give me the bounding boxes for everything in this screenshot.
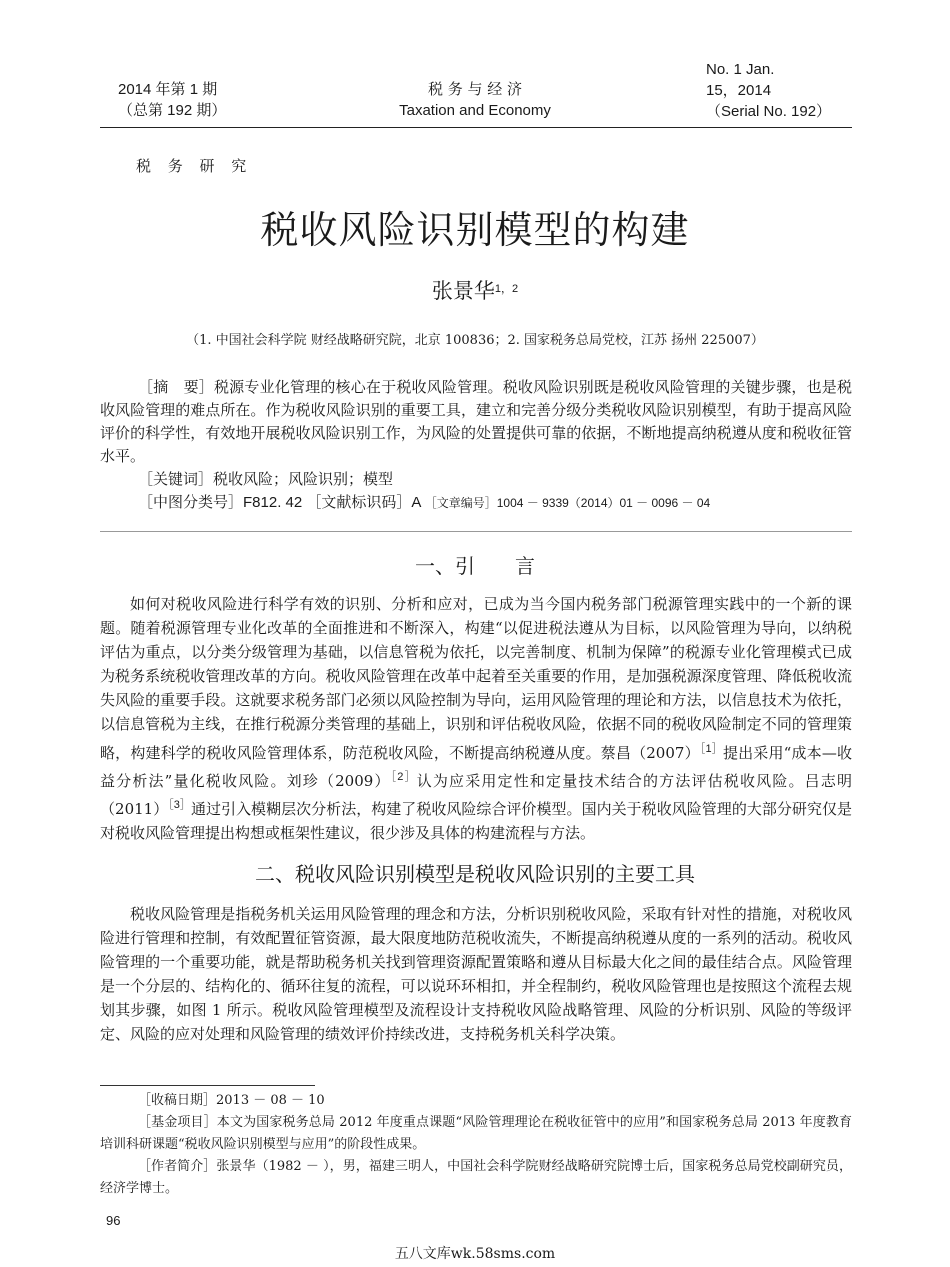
abstract-divider — [100, 531, 852, 532]
column-label: 税 务 研 究 — [136, 157, 253, 175]
section-heading-introduction: 一、引 言 — [415, 554, 535, 578]
article-number: ［文章编号］1004 － 9339（2014）01 － 0096 － 04 — [424, 496, 711, 510]
classification-line — [100, 491, 852, 515]
reference-mark: ［1］ — [699, 742, 723, 755]
author-line — [0, 275, 950, 305]
abstract-text: ［摘 要］税源专业化管理的核心在于税收风险管理。税收风险识别既是税收风险管理的关键步骤，也是税收风险管理的难点所在。作为税收风险识别的重要工具，建立和完善分级分类税收风险识别模型，有助于提高风险评价的科学性，有效地开展税收风险识别工作，为风险的处置提供可靠的依据，不断地提高纳税遵从度和税收征管水平。 — [100, 378, 852, 465]
paragraph-text: 通过引入模糊层次分析法，构建了税收风险综合评价模型。国内关于税收风险管理的大部分研究仅是对税收风险管理提出构想或框架性建议，很少涉及具体的构建流程与方法。 — [100, 799, 852, 842]
section-heading-model-tool: 二、税收风险识别模型是税收风险识别的主要工具 — [255, 862, 695, 886]
journal-name — [390, 79, 560, 121]
paragraph-text: 如何对税收风险进行科学有效的识别、分析和应对，已成为当今国内税务部门税源管理实践中的一个新的课题。随着税源管理专业化改革的全面推进和不断深入，构建“以促进税法遵从为目标，以风险管理为导向，以纳税评估为重点，以分类分级管理为基础，以信息管税为依托，以完善制度、机制为保障”的税源专业化管理模式已成为税务系统税收管理改革的方向。税收风险管理在改革中起着至关重要的作用，是加强税源深度管理、降低税收流失风险的重要手段。这就要求税务部门必须以风险控制为导向，运用风险管理的理论和方法，以信息技术为依托，以信息管税为主线，在推行税源分类管理的基础上，识别和评估税收风险，依据不同的税收风险制定不同的管理策略，构建科学的税收风险管理体系，防范税收风险，不断提高纳税遵从度。蔡昌（2007） — [100, 595, 852, 762]
journal-name-cn: 税 务 与 经 济 — [427, 80, 523, 98]
footnote-received-date: ［收稿日期］2013 － 08 － 10 — [138, 1093, 325, 1108]
reference-mark: ［3］ — [168, 798, 191, 811]
footnote-fund: ［基金项目］本文为国家税务总局 2012 年度重点课题“风险管理理论在税收征管中的应用”和国家税务总局 2013 年度教育培训科研课题“税收风险识别模型与应用”的阶段性成果。 — [100, 1115, 852, 1152]
journal-issue — [118, 79, 226, 121]
header-divider — [100, 127, 852, 128]
author-affiliation-marks: 1，2 — [494, 283, 519, 295]
reference-mark: ［2］ — [390, 770, 417, 783]
abstract-block — [100, 376, 852, 515]
journal-name-en: Taxation and Economy — [399, 102, 551, 119]
watermark: 五八文库wk.58sms.com — [394, 1246, 556, 1262]
paragraph-text: 认为应采用定性和定量技术结合的方法评估税收风险。吕志明（2011） — [100, 771, 852, 818]
issue-date-en: 15，2014 — [706, 82, 772, 99]
section-paragraph-model-tool: 税收风险管理是指税务机关运用风险管理的理念和方法，分析识别税收风险，采取有针对性的措施，对税收风险进行管理和控制，有效配置征管资源，最大限度地防范税收流失，不断提高纳税遵从度的一系列的活动。税收风险管理的一个重要功能，就是帮助税务机关找到管理资源配置策略和遵从目标最大化之间的最佳结合点。风险管理是一个分层的、结构化的、循环往复的流程，可以说环环相扣，并全程制约，税收风险管理也是按照这个流程去规划其步骤，如图 1 所示。税收风险管理模型及流程设计支持税收风险战略管理、风险的分析识别、风险的等级评定、风险的应对处理和风险管理的绩效评价持续改进，支持税务机关科学决策。 — [100, 905, 852, 1044]
footnote-author-bio: ［作者简介］张景华（1982 － ），男，福建三明人，中国社会科学院财经战略研究院博士后，国家税务总局党校副研究员，经济学博士。 — [100, 1159, 852, 1196]
issue-total: （总第 192 期） — [118, 102, 227, 119]
section-paragraph-introduction — [100, 592, 852, 845]
issue-serial-en: （Serial No. 192） — [706, 103, 832, 120]
issue-number-en: No. 1 Jan. — [706, 61, 775, 78]
keywords: ［关键词］税收风险；风险识别；模型 — [138, 470, 394, 488]
footnotes — [100, 1090, 852, 1200]
author-name: 张景华 — [431, 279, 495, 303]
article-title: 税收风险识别模型的构建 — [260, 208, 690, 252]
page-number: 96 — [106, 1213, 121, 1228]
journal-issue-en — [706, 59, 831, 122]
footnote-divider — [100, 1085, 315, 1086]
classification-main: ［中图分类号］F812. 42 ［文献标识码］A — [138, 494, 425, 511]
affiliation: （1. 中国社会科学院 财经战略研究院，北京 100836；2. 国家税务总局党校，江苏 扬州 225007） — [186, 333, 764, 348]
paragraph-text: 提出采用“成本—收益分析法”量化税收风险。刘珍（2009） — [100, 743, 852, 790]
issue-year: 2014 年第 1 期 — [118, 81, 218, 98]
